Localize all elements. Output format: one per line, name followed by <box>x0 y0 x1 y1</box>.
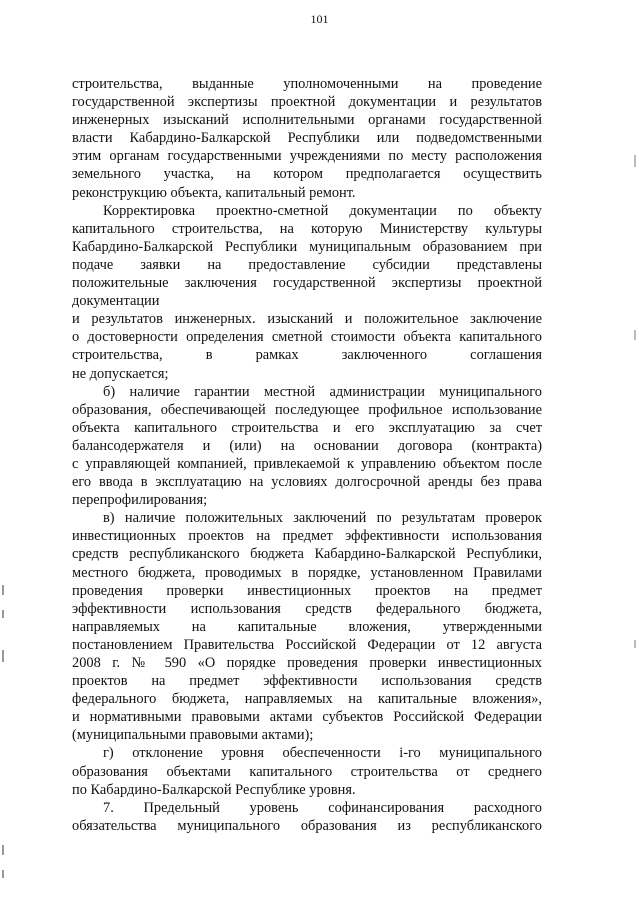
text-line: перепрофилирования; <box>72 492 208 509</box>
text-line: балансодержателя и (или) на основании договора (контракта) <box>72 437 542 454</box>
text-line: постановлением Правительства Российской Федерации от 12 августа <box>72 636 542 653</box>
text-line: эффективности использования средств федерального бюджета, <box>72 600 542 617</box>
text-line: земельного участка, на котором предполагается осуществить <box>72 166 542 183</box>
text-line: строительства, выданные уполномоченными на проведение <box>72 76 542 92</box>
text-line: и нормативными правовыми актами субъектов Российской Федерации <box>72 709 542 726</box>
text-line: обязательства муниципального образования из республиканского <box>72 817 542 834</box>
text-line: о достоверности определения сметной стоимости объекта капитального <box>72 329 542 346</box>
scan-margin-mark <box>634 155 636 167</box>
text-line: по Кабардино-Балкарской Республике уровня. <box>72 781 356 798</box>
text-line: б) наличие гарантии местной администрации муниципального <box>103 383 542 400</box>
text-line: инженерных изысканий исполнительными органами государственной <box>72 112 542 129</box>
text-line: местного бюджета, проводимых в порядке, установленном Правилами <box>72 564 542 581</box>
text-line: проектов на предмет эффективности использования средств <box>72 673 542 690</box>
text-line: направляемых на капитальные вложения, утвержденными <box>72 618 542 635</box>
text-line: его ввода в эксплуатацию на условиях долгосрочной аренды без права <box>72 474 542 491</box>
text-line: с управляющей компанией, привлекаемой к управлению объектом после <box>72 455 542 472</box>
scan-margin-mark <box>2 585 4 595</box>
text-line: 2008 г. № 590 «О порядке проведения проверки инвестиционных <box>72 655 542 671</box>
page-number: 101 <box>310 12 329 26</box>
scan-margin-mark <box>634 640 636 648</box>
text-line: 7. Предельный уровень софинансирования расходного <box>103 799 542 816</box>
text-line: средств республиканского бюджета Кабардино-Балкарской Республики, <box>72 546 542 563</box>
text-line: этим органам государственными учреждениями по месту расположения <box>72 148 542 165</box>
text-line: Корректировка проектно-сметной документации по объекту <box>103 202 542 219</box>
text-line: объекта капитального строительства и его эксплуатацию за счет <box>72 419 542 436</box>
text-line: федерального бюджета, направляемых на капитальные вложения», <box>72 691 542 708</box>
text-line: образования, обеспечивающей последующее профильное использование <box>72 401 542 418</box>
text-line: государственной экспертизы проектной документации и результатов <box>72 94 542 111</box>
text-line: власти Кабардино-Балкарской Республики или подведомственными <box>72 130 542 147</box>
scan-margin-mark <box>2 610 4 618</box>
text-line: (муниципальными правовыми актами); <box>72 727 314 744</box>
scan-margin-mark <box>2 870 4 878</box>
scan-margin-mark <box>634 330 636 340</box>
scan-margin-mark <box>2 845 4 855</box>
text-line: строительства, в рамках заключенного соглашения <box>72 347 542 364</box>
text-line: г) отклонение уровня обеспеченности i-го муниципального <box>103 745 542 762</box>
text-line: не допускается; <box>72 365 169 382</box>
scan-margin-mark <box>2 650 4 662</box>
text-line: подаче заявки на предоставление субсидии представлены <box>72 256 542 273</box>
document-body <box>72 75 542 835</box>
text-line: инвестиционных проектов на предмет эффективности использования <box>72 528 542 545</box>
text-line: образования объектами капитального строительства от среднего <box>72 763 542 780</box>
text-line: Кабардино-Балкарской Республики муниципальным образованием при <box>72 238 542 255</box>
text-line: капитального строительства, на которую Министерству культуры <box>72 220 542 237</box>
text-line: проведения проверки инвестиционных проектов на предмет <box>72 582 542 599</box>
text-line: в) наличие положительных заключений по результатам проверок <box>103 510 542 527</box>
text-line: и результатов инженерных. изысканий и положительное заключение <box>72 311 542 328</box>
text-line: положительные заключения государственной экспертизы проектной <box>72 275 542 292</box>
text-line: документации <box>72 293 160 310</box>
text-line: реконструкцию объекта, капитальный ремонт. <box>72 184 356 201</box>
